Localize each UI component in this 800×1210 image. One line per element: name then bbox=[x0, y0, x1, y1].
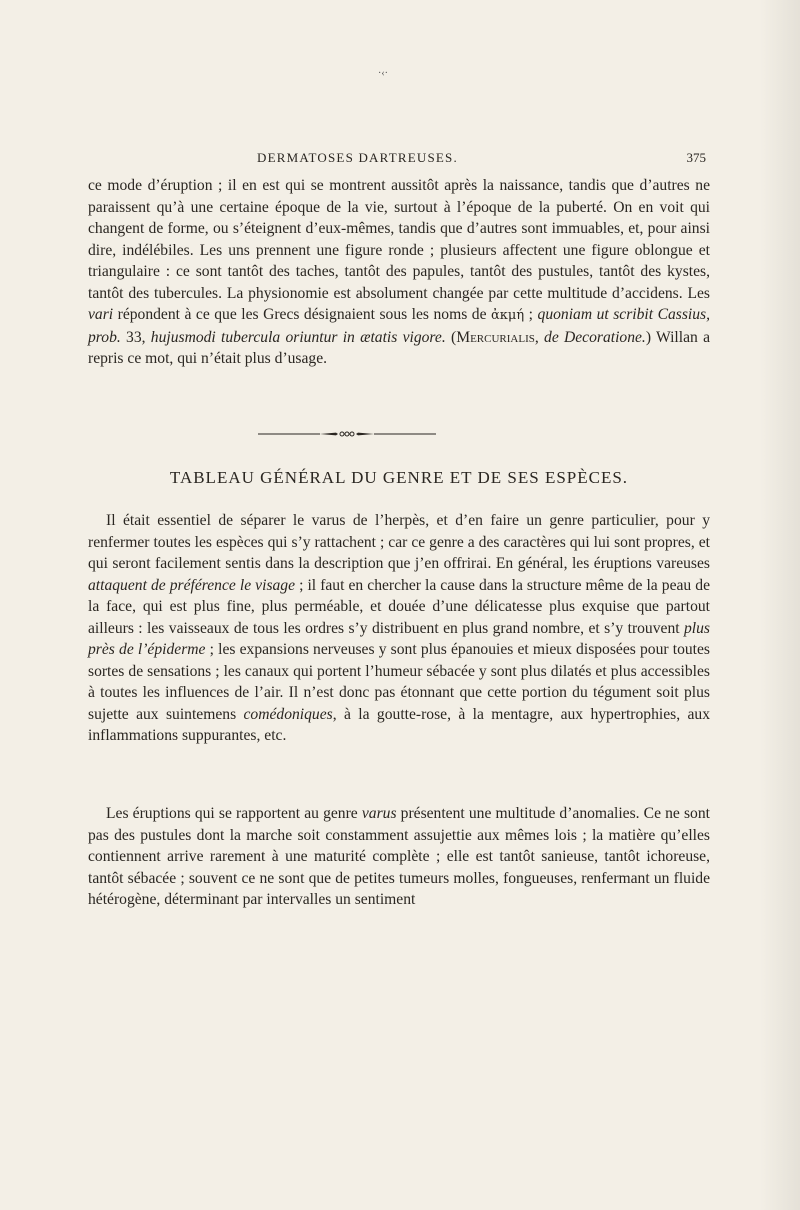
italic-term: vari bbox=[88, 306, 114, 323]
paragraph-text: ) Willan a repris ce mot, qui n’était plus d’usage. bbox=[88, 328, 710, 367]
paragraph-text: ; il faut en chercher la cause dans la structure même de la peau de la face, qui est plus fine, plus perméable, et douée d’une délicatesse plus exquise que partout ailleurs : les vaisseaux de tous les ordres s’y distribuent en plus grand nombre, et s’y trouvent bbox=[88, 576, 710, 637]
paragraph-text: Les éruptions qui se rapportent au genre bbox=[106, 805, 362, 822]
latin-quote: quoniam ut scribit Cassius, prob. bbox=[88, 306, 711, 346]
paragraph bbox=[88, 803, 710, 911]
paragraph bbox=[88, 510, 710, 747]
paragraph-text: Il était essentiel de séparer le varus de l’herpès, et d’en faire un genre particulier, pour y renfermer toutes les espèces qui s’y rattachent ; car ce genre a des caractères qui lui sont propres, et qui seront facilement sentis dans la description que j’en offrirai. En général, les éruptions vareuses bbox=[88, 512, 710, 572]
ornamental-divider bbox=[258, 430, 436, 438]
paragraph-continued bbox=[88, 175, 710, 370]
paragraph-text: , bbox=[534, 328, 545, 346]
work-title: de Decoratione. bbox=[544, 328, 646, 346]
running-head bbox=[92, 150, 712, 170]
page-number: 375 bbox=[686, 150, 706, 165]
paragraph-text: ; bbox=[524, 306, 538, 323]
section-heading: TABLEAU GÉNÉRAL DU GENRE ET DE SES ESPÈCES. bbox=[169, 468, 629, 487]
page-mark: ·‹· bbox=[378, 68, 388, 79]
paragraph-text: présentent une multitude d’anomalies. Ce ne sont pas des pustules dont la marche soit constamment assujettie aux mêmes lois ; la matière qu’elles contiennent arrive rarement à une maturité complète ; elle est tantôt sanieuse, tantôt ichoreuse, tantôt sébacée ; souvent ce ne sont que de petites tumeurs molles, fongueuses, renfermant un fluide hétérogène, déterminant par intervalles un sentiment bbox=[88, 805, 710, 908]
paragraph-text: , à la goutte-rose, à la mentagre, aux hypertrophies, aux inflammations suppurantes, etc. bbox=[88, 705, 710, 744]
running-head-title: DERMATOSES DARTREUSES. bbox=[257, 150, 458, 165]
italic-phrase: attaquent de préférence le visage bbox=[88, 576, 296, 594]
latin-quote: hujusmodi tubercula oriuntur in ætatis vigore. bbox=[150, 328, 446, 346]
paragraph-text: ce mode d’éruption ; il en est qui se montrent aussitôt après la naissance, tandis que d’autres ne paraissent qu’à une certaine époque de la vie, surtout à l’époque de la puberté. On en voit qui changent de forme, ou s’éteignent d’eux-mêmes, tandis que d’autres sont immuables, et, pour ainsi dire, indélébiles. Les uns prennent une figure ronde ; plusieurs affectent une figure oblongue et triangulaire : ce sont tantôt des taches, tantôt des papules, tantôt des pustules, tantôt des kystes, tantôt des tubercules. La physionomie est absolument changée par cette multitude d’accidens. Les bbox=[88, 177, 710, 302]
italic-phrase: plus près de l’épiderme bbox=[88, 619, 710, 658]
italic-term: comédoniques bbox=[243, 705, 333, 723]
italic-term: varus bbox=[361, 805, 397, 822]
paragraph-text: ( bbox=[445, 328, 457, 346]
author-name: Mercurialis bbox=[456, 328, 535, 346]
paragraph-text: répondent à ce que les Grecs désignaient sous les noms de bbox=[113, 306, 492, 323]
paragraph-text: 33, bbox=[120, 328, 151, 346]
paragraph-text: ; les expansions nerveuses y sont plus épanouies et mieux disposées pour toutes sortes de sensations ; les canaux qui portent l’humeur sébacée y sont plus dilatés et plus accessibles à toutes les influences de l’air. Il n’est donc pas étonnant que cette portion du tégument soit plus sujette aux suintemens bbox=[88, 641, 710, 723]
page-edge-shadow bbox=[760, 0, 800, 1210]
greek-word: ἀκμή bbox=[491, 308, 525, 323]
